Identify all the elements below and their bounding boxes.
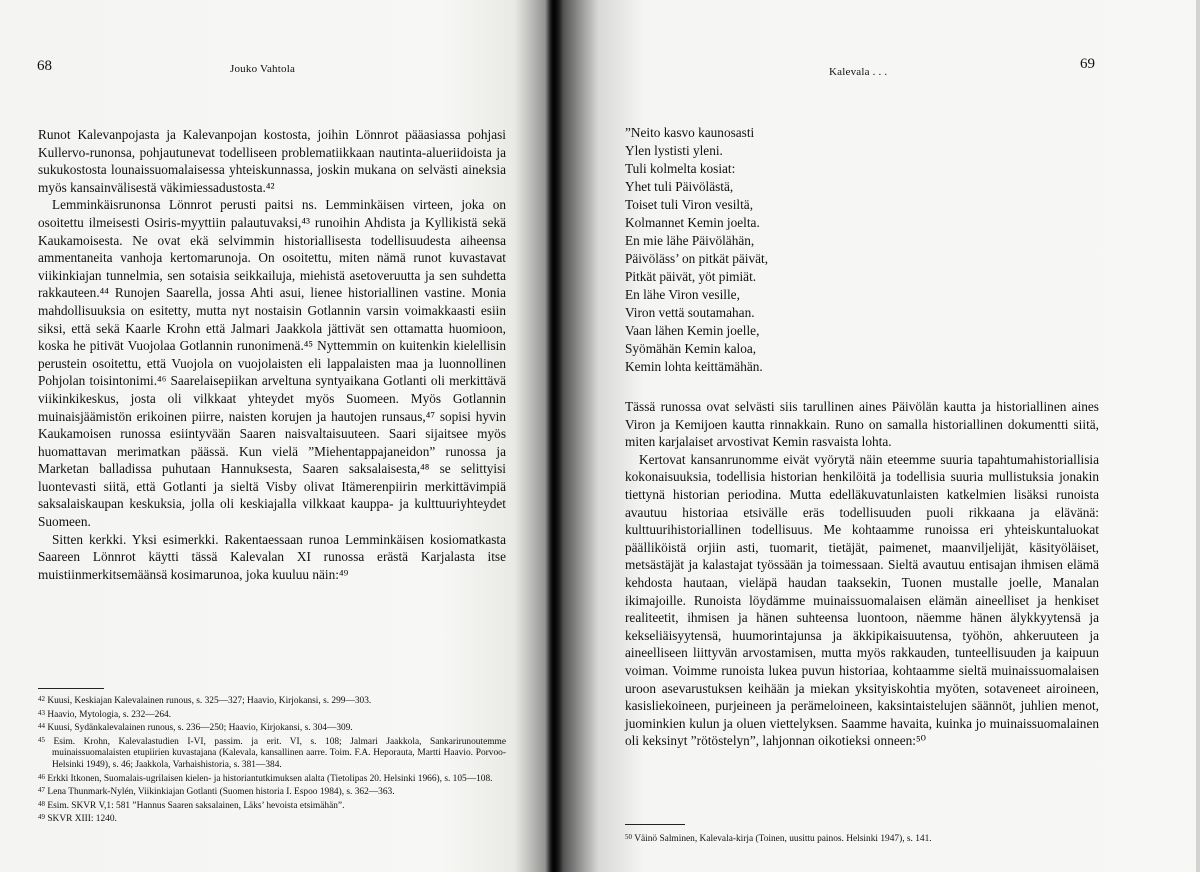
poem-line: Kolmannet Kemin joelta. (625, 215, 760, 230)
paragraph: Kertovat kansanrunomme eivät vyörytä näin eteemme suuria tapahtumahistoriallisia kokonaisuuksia, todellisia historian henkilöitä ja todellisia suuria mullistuksia jonakin tiettynä historian periodina. Mutta edelläkuvatunlaisten katkelmien lisäksi runoista avautuu historiaa etsivälle eräs todellisuuden puoli rikkaana ja elävänä: kulttuurihistoriallinen todellisuus. Me kohtaamme runoissa eri yhteiskuntaluokat päälliköistä orjiin asti, tuomarit, tietäjät, paimenet, maanviljelijät, käsityöläiset, metsästäjät ja kalastajat työssään ja toimessaan. Sieltä avautuu entisajan ihmisen elämä kehdosta hautaan, vieläpä haudan taaksekin, Tuonen mustalle joelle, Manalan ikimajoille. Runoista löydämme muinaissuomalaisen elämän aineelliset ja henkiset realiteetit, ihmisen ja hänen suhteensa luontoon, näemme hänen älykkyytensä ja kekseliäisyytensä, huumorintajunsa ja äkkipikaisuutensa, työhön, ahkeruuteen ja aineelliseen liittyvän arvostamisen, mutta myös rakkauden, tunteellisuuden ja kaipuun voiman. Voimme runoista lukea puvun historiaa, kohtaamme sieltä muinaissuomalaisen uroon asevarustuksen keihään ja miekan yksityiskohtia myöten, sotaveneet airoineen, kasisliekoineen, purjeineen ja perämeloineen, kaksintaistelujen säännöt, juhlien menot, juominkien kulun ja oluen viettelyksen. Saamme havaita, kuinka jo muinaissuomalainen oli keksinyt ”rötöstelyn”, lahjonnan oikotieksi onneen:⁵⁰ (625, 451, 1099, 749)
poem-line: En mie lähe Päivölähän, (625, 233, 755, 248)
footnote (38, 799, 506, 813)
page-edge (1196, 0, 1200, 872)
footnote-number: 48 (38, 799, 45, 808)
footnote-text: Kuusi, Keskiajan Kalevalainen runous, s. 325—327; Haavio, Kirjokansi, s. 299—303. (47, 696, 372, 706)
footnote-text: Esim. SKVR V,1: 581 ”Hannus Saaren saksalainen, Läks’ hevoista etsimähän”. (47, 800, 345, 811)
right-page (553, 0, 1200, 872)
footnote-number: 43 (38, 708, 45, 717)
paragraph: Runot Kalevanpojasta ja Kalevanpojan kostosta, joihin Lönnrot pääasiassa pohjasi Kullervo-runonsa, pohjautunevat todelliseen problematiikkaan nautinta-alueriidoista ja sukukostosta lounaissuomalaisessa yhteiskunnassa, joskin mukana on selvästi aineksia myös kansainvälisestä väkimiessadustosta.⁴² (38, 127, 506, 195)
poem-line: Kemin lohta keittämähän. (625, 359, 763, 374)
body-text (38, 126, 506, 583)
page-number: 69 (1080, 56, 1095, 72)
footnotes (38, 694, 506, 826)
footnote-number: 49 (38, 813, 45, 822)
paragraph: Lemminkäisrunonsa Lönnrot perusti paitsi ns. Lemminkäisen virteen, joka on osoitettu ilmeisesti Osiris-myyttiin palautuvaksi,⁴³ runoihin Ahdista ja Kyllikistä sekä Kaukamoisesta. Ne ovat ekä selvimmin historiallisesta todellisuudesta aiheensa ammentaneita vanhoja kertomarunoja. On osoitettu, miten nämä runot kuvastavat viikinkiajan tunnelmia, sen sotaisia seikkailuja, miehistä asetoveruutta ja sen suhdetta rakkauteen.⁴⁴ Runojen Saarella, jossa Ahti asui, lienee historiallinen vastine. Monia mahdollisuuksia on esitetty, mutta nyt nostaisin Gotlannin varsin voimakkaasti esiin siksi, että sekä Kaarle Krohn että Jalmari Jaakkola jättivät sen ottamatta huomioon, koska he pitivät Vuojolaa Gotlannin runonimenä.⁴⁵ Nyttemmin on kuitenkin kielellisin perustein osoitettu, että Vuojola on vuojolaisten eli lappalaisten maa ja luonnollinen Pohjolan toisintonimi.⁴⁶ Saarelaisepiikan arveltuna syntyaikana Gotlanti oli merkittävä viikinkikeskus, josta oli vilkkaat yhteydet myös Suomeen. Myös Gotlannin muinaisjäämistön erikoinen piirre, naisten korujen ja hautojen runsaus,⁴⁷ sopisi hyvin Kaukamoisen runossa esiintyvään Saaren naisvaltaisuuteen. Saari sijaitsee myös huomattavan merimatkan päässä. Kun vielä ”Miehentappajaneidon” runossa ja Marketan balladissa puhutaan Hannuksesta, Saaren saksalaisesta,⁴⁸ se selittyisi luontevasti siitä, että Gotlanti ja sieltä Visby olivat Itämerenpiirin merkittävimpiä saksalaiskaupan keskuksia, jolla oli keskiajalla vilkkaat kauppa- ja kulttuuriyhteydet Suomeen. (38, 197, 506, 530)
poem-line: ”Neito kasvo kaunosasti (625, 125, 755, 140)
footnote-number: 44 (38, 722, 45, 731)
poem-line: Päivöläss’ on pitkät päivät, (625, 251, 769, 266)
footnote (38, 785, 506, 799)
footnote-number: 47 (38, 786, 45, 795)
poem (625, 124, 768, 376)
footnote-number: 46 (38, 772, 45, 781)
body-text (625, 398, 1099, 750)
footnote-text: Väinö Salminen, Kalevala-kirja (Toinen, uusittu painos. Helsinki 1947), s. 141. (634, 834, 932, 844)
footnote-text: Kuusi, Sydänkalevalainen runous, s. 236—250; Haavio, Kirjokansi, s. 304—309. (47, 723, 353, 734)
footnote-text: Erkki Itkonen, Suomalais-ugrilaisen kielen- ja historiantutkimuksen alalta (Tietolipas 20. Helsinki 1966), s. 105—108. (47, 773, 493, 784)
poem-line: Tuli kolmelta kosiat: (625, 161, 736, 176)
left-page (0, 0, 553, 872)
poem-line: Yhet tuli Päivölästä, (625, 179, 734, 194)
running-head: Kalevala . . . (829, 66, 888, 78)
poem-line: Vaan lähen Kemin joelle, (625, 323, 760, 338)
footnote (38, 735, 506, 772)
footnote (38, 812, 506, 826)
footnote (38, 708, 506, 722)
poem-line: En lähe Viron vesille, (625, 287, 740, 302)
footnote (38, 772, 506, 786)
footnote (625, 832, 1099, 846)
footnote-number: 45 (38, 735, 45, 744)
footnote (38, 721, 506, 735)
page-number: 68 (37, 58, 52, 74)
poem-line: Syömähän Kemin kaloa, (625, 341, 757, 356)
footnote-text: Haavio, Mytologia, s. 232—264. (47, 709, 172, 720)
paragraph: Tässä runossa ovat selvästi siis tarullinen aines Päivölän kautta ja historiallinen aines Viron ja Kemijoen kautta rinnakkain. Runo on samalla historiallinen dokumentti siitä, miten karjalaiset arvostivat Kemin rasvaista lohta. (625, 399, 1099, 450)
poem-line: Toiset tuli Viron vesiltä, (625, 197, 754, 212)
footnote-text: Esim. Krohn, Kalevalastudien I-VI, passim. ja erit. VI, s. 108; Jalmari Jaakkola, Sankarirunoutemme muinaissuomalaisten etupiirien kuvastajana (Kalevala, kansallinen aarre. Toim. F.A. Heporauta, Martti Haavio. Porvoo-Helsinki 1949), s. 46; Jaakkola, Varhaishistoria, s. 381—384. (52, 736, 507, 770)
footnote-number: 42 (38, 695, 45, 703)
paragraph: Sitten kerkki. Yksi esimerkki. Rakentaessaan runoa Lemminkäisen kosiomatkasta Saareen Lönnrot käytti tässä Kalevalan XI runossa erästä Karjalasta itse muistiinmerkitsemäänsä kosimarunoa, joka kuuluu näin:⁴⁹ (38, 531, 506, 582)
book-gutter (545, 0, 563, 872)
poem-line: Pitkät päivät, yöt pimiät. (625, 269, 757, 284)
running-head: Jouko Vahtola (230, 63, 296, 75)
footnote-text: Lena Thunmark-Nylén, Viikinkiajan Gotlanti (Suomen historia I. Espoo 1984), s. 362—363. (47, 787, 395, 798)
poem-line: Ylen lystisti yleni. (625, 143, 723, 158)
poem-line: Viron vettä soutamahan. (625, 305, 755, 320)
footnotes (625, 832, 1099, 846)
footnote-rule (38, 688, 104, 689)
footnote-text: SKVR XIII: 1240. (47, 814, 117, 825)
footnote (38, 694, 506, 708)
footnote-number: 50 (625, 833, 632, 841)
footnote-rule (625, 824, 685, 825)
